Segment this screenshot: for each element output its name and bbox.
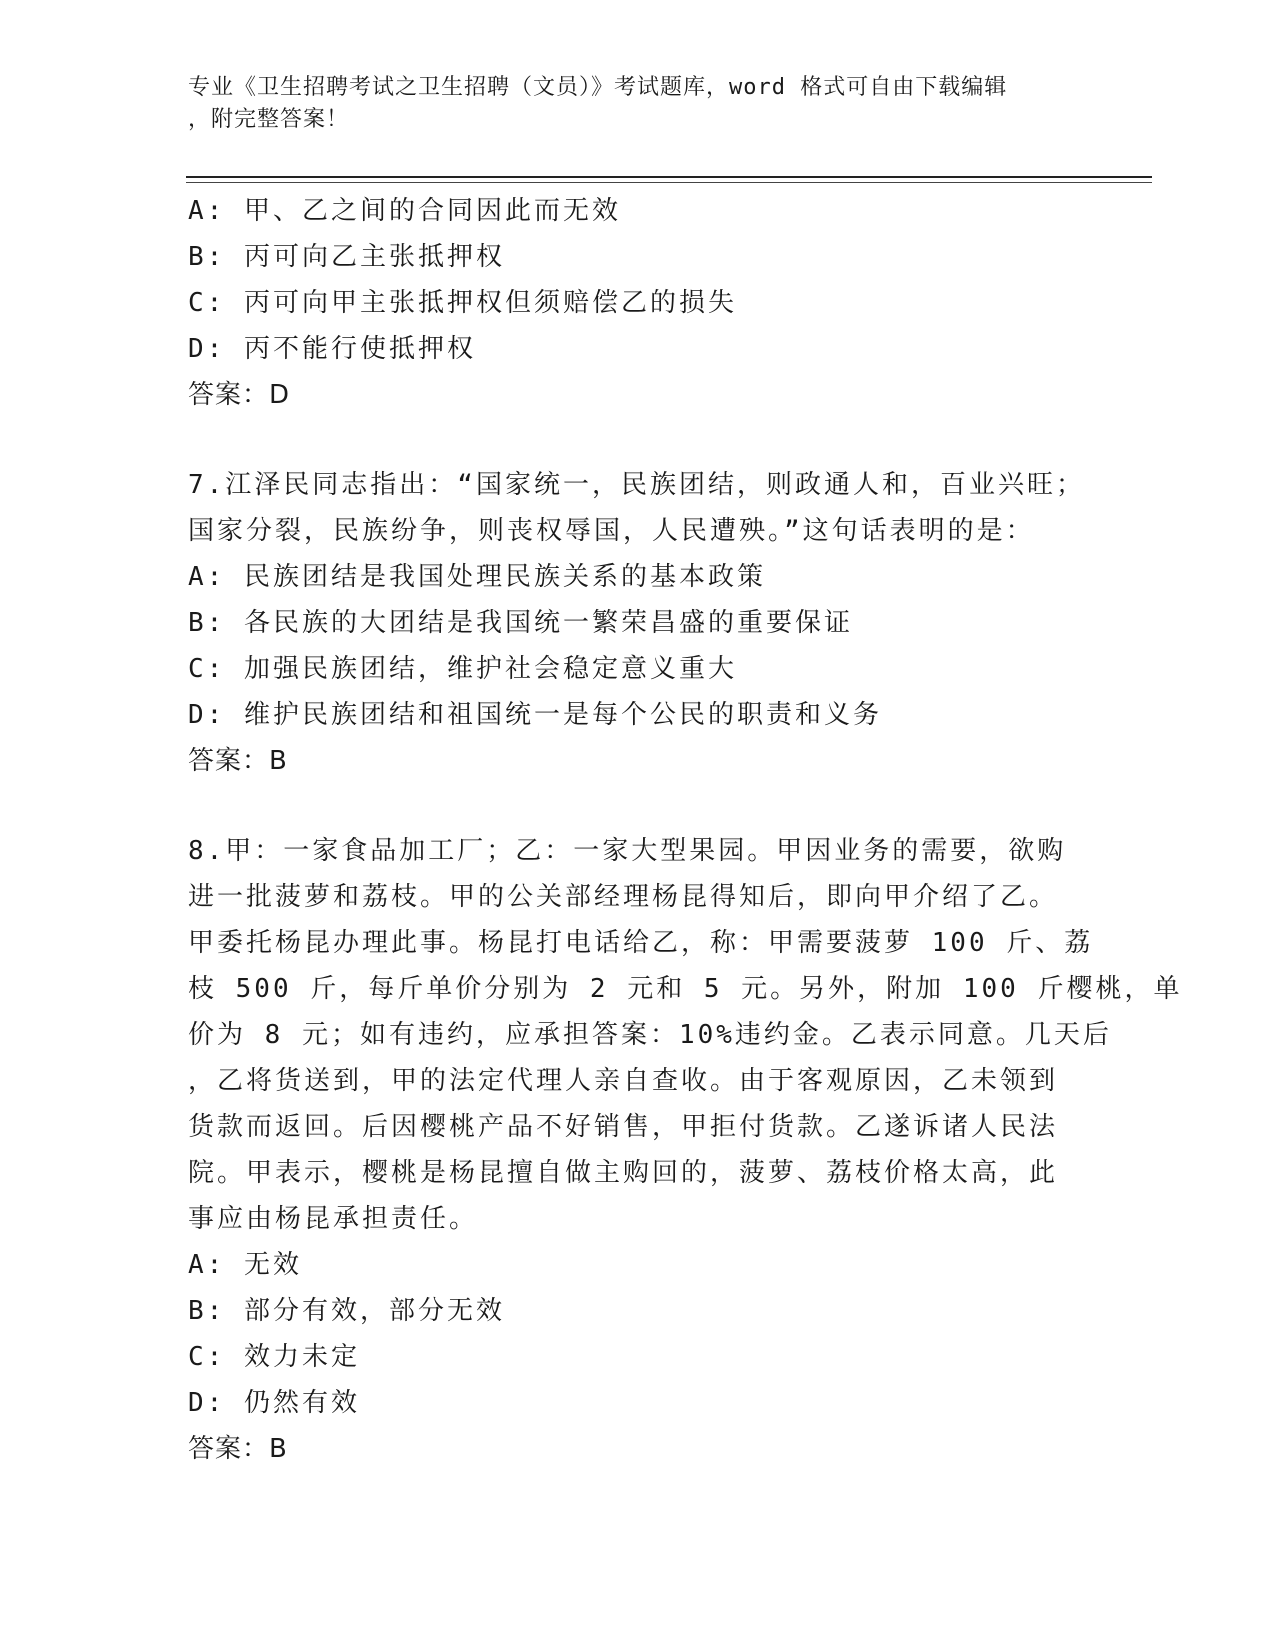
question-8-option-c: C: 效力未定 <box>188 1342 360 1372</box>
question-6-option-a: A: 甲、乙之间的合同因此而无效 <box>188 196 621 226</box>
question-8-answer: 答案：B <box>188 1434 288 1464</box>
question-7-stem-line: 国家分裂，民族纷争，则丧权辱国，人民遭殃。”这句话表明的是： <box>188 516 1035 546</box>
document-header <box>188 72 1088 136</box>
question-8-stem <box>188 828 1183 1242</box>
question-8-stem-line: 枝 500 斤，每斤单价分别为 2 元和 5 元。另外，附加 100 斤樱桃，单 <box>188 974 1183 1004</box>
header-line-1: 专业《卫生招聘考试之卫生招聘（文员）》考试题库，word 格式可自由下载编辑 <box>188 75 1008 100</box>
question-6-option-c: C: 丙可向甲主张抵押权但须赔偿乙的损失 <box>188 288 737 318</box>
question-8-stem-line: ，乙将货送到，甲的法定代理人亲自查收。由于客观原因，乙未领到 <box>188 1066 1059 1096</box>
spacer <box>188 784 1088 828</box>
question-7-stem <box>188 462 1088 554</box>
question-8-stem-line: 价为 8 元；如有违约，应承担答案：10%违约金。乙表示同意。几天后 <box>188 1020 1112 1050</box>
spacer <box>188 418 1088 462</box>
header-divider-thick <box>186 176 1152 178</box>
question-6-option-d: D: 丙不能行使抵押权 <box>188 334 476 364</box>
question-8-stem-line: 院。甲表示，樱桃是杨昆擅自做主购回的，菠萝、荔枝价格太高，此 <box>188 1158 1059 1188</box>
question-7-option-b: B: 各民族的大团结是我国统一繁荣昌盛的重要保证 <box>188 608 853 638</box>
question-8-stem-line: 进一批菠萝和荔枝。甲的公关部经理杨昆得知后，即向甲介绍了乙。 <box>188 882 1059 912</box>
question-7-stem-line: 7.江泽民同志指出：“国家统一，民族团结，则政通人和，百业兴旺； <box>188 470 1085 500</box>
question-7-option-d: D: 维护民族团结和祖国统一是每个公民的职责和义务 <box>188 700 882 730</box>
question-7-option-a: A: 民族团结是我国处理民族关系的基本政策 <box>188 562 766 592</box>
question-7-option-c: C: 加强民族团结，维护社会稳定意义重大 <box>188 654 737 684</box>
question-8-stem-line: 甲委托杨昆办理此事。杨昆打电话给乙，称：甲需要菠萝 100 斤、荔 <box>188 928 1094 958</box>
question-8-option-a: A: 无效 <box>188 1250 302 1280</box>
question-8-stem-line: 货款而返回。后因樱桃产品不好销售，甲拒付货款。乙遂诉诸人民法 <box>188 1112 1059 1142</box>
document-body <box>188 188 1183 1472</box>
question-6-answer: 答案：D <box>188 380 291 410</box>
question-8-stem-line: 8.甲：一家食品加工厂；乙：一家大型果园。甲因业务的需要，欲购 <box>188 836 1067 866</box>
question-8 <box>188 828 1183 1472</box>
question-8-stem-line: 事应由杨昆承担责任。 <box>188 1204 479 1234</box>
question-6-option-b: B: 丙可向乙主张抵押权 <box>188 242 505 272</box>
question-8-option-b: B: 部分有效，部分无效 <box>188 1296 505 1326</box>
question-7 <box>188 462 1088 784</box>
header-line-2: ，附完整答案！ <box>188 107 350 132</box>
question-7-answer: 答案：B <box>188 746 288 776</box>
header-divider-thin <box>186 182 1152 183</box>
question-8-option-d: D: 仍然有效 <box>188 1388 360 1418</box>
question-6 <box>188 188 1088 418</box>
